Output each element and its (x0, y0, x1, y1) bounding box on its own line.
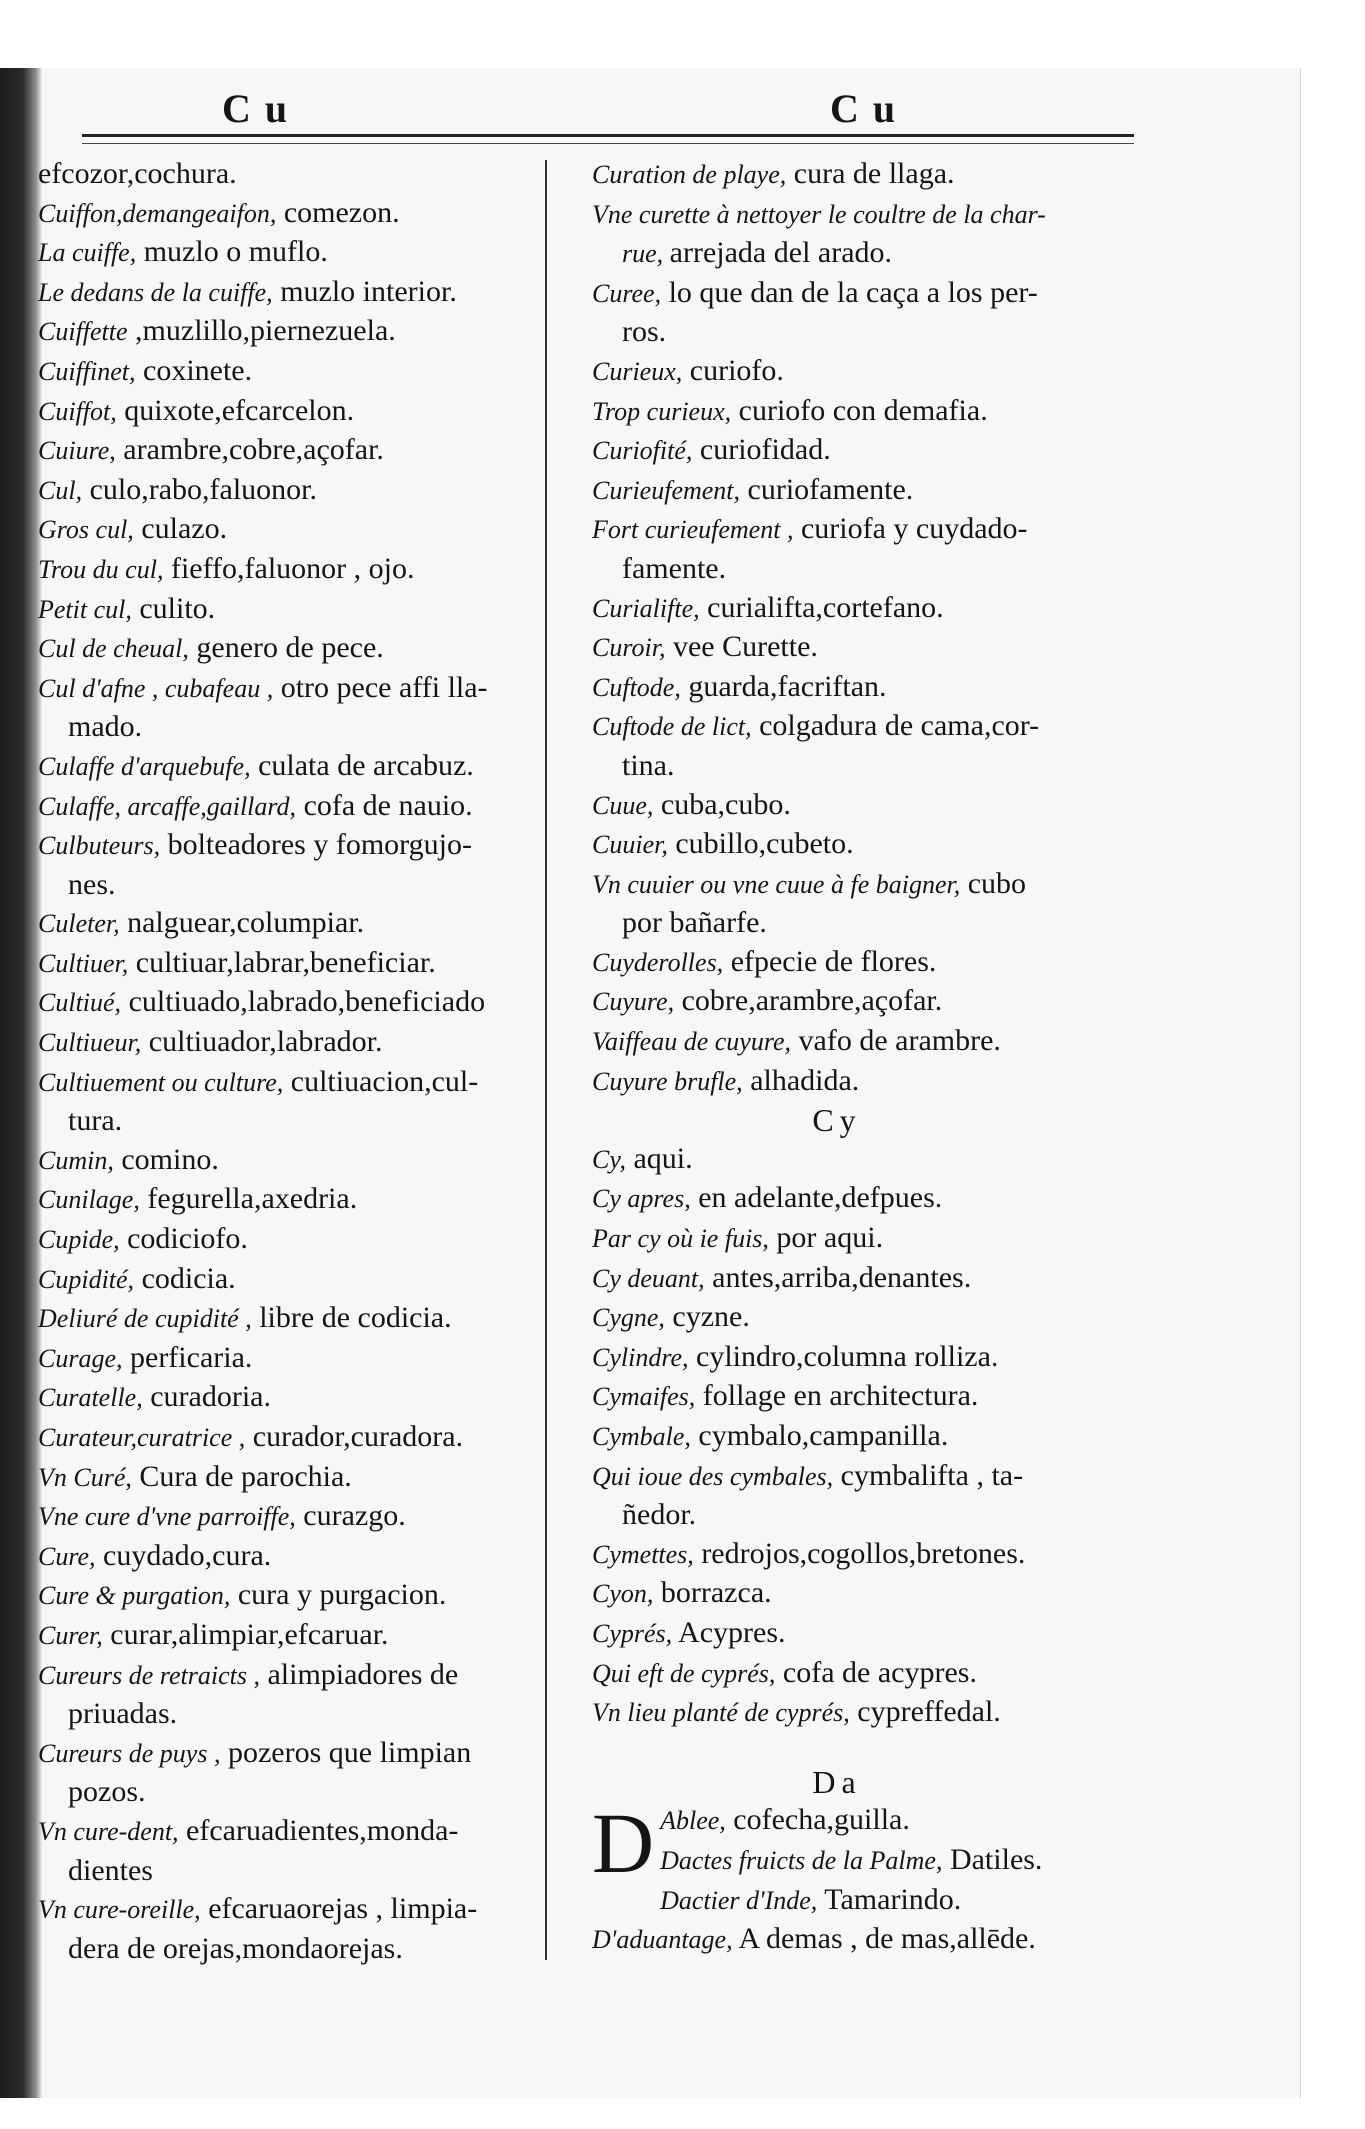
dictionary-entry (592, 825, 1142, 865)
dictionary-entry (592, 1179, 1142, 1219)
dictionary-entry (38, 233, 538, 273)
headword: Vn cure-dent, (38, 1816, 179, 1846)
dictionary-entry (38, 1812, 538, 1890)
dictionary-entry (38, 1339, 538, 1379)
definition: comino. (121, 1142, 219, 1176)
definition: codiciofo. (127, 1222, 248, 1256)
headword: Curage, (38, 1343, 123, 1373)
headword: Cylindre, (592, 1342, 689, 1372)
running-head-left: Cu (222, 86, 302, 131)
definition: cubillo,cubeto. (675, 827, 854, 861)
definition: alimpiadores de (267, 1657, 459, 1691)
definition: curiofo. (689, 353, 784, 387)
dictionary-entry (38, 312, 538, 352)
dictionary-entry (38, 392, 538, 432)
headword: Cuiffette (38, 317, 128, 347)
dictionary-entry (592, 195, 1142, 274)
definition-continuation: tina. (622, 748, 675, 782)
headword: Cureurs de retraicts , (38, 1660, 260, 1690)
definition: muzlo o muflo. (143, 235, 328, 269)
definition: vee Curette. (672, 630, 818, 664)
section-heading-da: Da (812, 1763, 862, 1800)
definition: fegurella,axedria. (147, 1182, 358, 1216)
definition-continuation: tura. (68, 1104, 123, 1138)
definition-continuation: pozos. (68, 1775, 146, 1809)
headword: Deliuré de cupidité , (38, 1304, 252, 1334)
da-block (592, 1801, 1142, 1959)
definition: cobre,arambre,açofar. (681, 984, 943, 1018)
definition: efpecie de flores. (730, 944, 937, 978)
headword: Curieufement, (592, 475, 741, 505)
definition: Cura de parochia. (139, 1459, 352, 1493)
headword: Vn cure-oreille, (38, 1895, 201, 1925)
headword: Curialifte, (592, 593, 700, 623)
dictionary-entry (592, 1062, 1142, 1102)
dictionary-entry (38, 1890, 538, 1968)
definition: pozeros que limpian (227, 1735, 472, 1769)
definition: culito. (139, 591, 216, 625)
dictionary-entry (38, 787, 538, 827)
dictionary-entry (592, 1259, 1142, 1299)
definition: redrojos,cogollos,bretones. (701, 1536, 1026, 1570)
definition: fieffo,faluonor , ojo. (170, 551, 415, 585)
definition: follage en architectura. (702, 1379, 979, 1413)
dictionary-entry (592, 1574, 1142, 1614)
definition: cymbalifta , ta- (840, 1458, 1024, 1492)
definition: nalguear,columpiar. (127, 906, 365, 940)
definition: cuba,cubo. (660, 787, 791, 821)
right-column (592, 155, 1142, 1960)
dictionary-entry (38, 352, 538, 392)
headword: Cymbale, (592, 1422, 691, 1451)
headword: Cuftode de lict, (592, 712, 752, 742)
definition: efcaruaorejas , limpia- (208, 1892, 478, 1926)
definition: culo,rabo,faluonor. (89, 472, 318, 506)
dictionary-entry (38, 550, 538, 590)
headword: Par cy où ie fuis, (592, 1224, 769, 1254)
headword: Petit cul, (38, 594, 132, 624)
dictionary-entry (592, 392, 1142, 432)
headword: Cupidité, (38, 1264, 135, 1294)
dictionary-entry (592, 1022, 1142, 1062)
headword: Culaffe d'arquebufe, (38, 751, 251, 781)
definition: cofa de nauio. (303, 788, 473, 822)
dictionary-entry (592, 1298, 1142, 1338)
definition-continuation: mado. (68, 710, 143, 744)
definition: A demas , de mas,allēde. (738, 1922, 1036, 1956)
definition-continuation: dera de orejas,mondaorejas. (68, 1931, 403, 1965)
dictionary-entry (592, 628, 1142, 668)
column-divider (545, 160, 547, 1960)
headword: Cultiuement ou culture, (38, 1067, 284, 1097)
headword: Cupide, (38, 1225, 120, 1255)
dictionary-entry (592, 1219, 1142, 1259)
definition: codicia. (141, 1261, 236, 1295)
definition: culata de arcabuz. (258, 748, 474, 782)
definition-continuation: ros. (622, 315, 667, 349)
dictionary-entry (38, 590, 538, 630)
headword: Cy deuant, (592, 1263, 705, 1293)
dictionary-entry (592, 510, 1142, 588)
definition: efcaruadientes,monda- (186, 1813, 459, 1847)
dictionary-entry (38, 1734, 538, 1812)
headword: Cuftode, (592, 672, 681, 702)
definition: curar,alimpiar,efcaruar. (110, 1617, 389, 1651)
definition: perficaria. (130, 1340, 253, 1374)
dictionary-entry (38, 826, 538, 904)
dictionary-entry (38, 1141, 538, 1181)
dictionary-entry (38, 1656, 538, 1734)
headword: Cureurs de puys , (38, 1738, 221, 1768)
headword: Cure, (38, 1541, 96, 1571)
definition: antes,arriba,denantes. (712, 1260, 972, 1294)
definition: curazgo. (303, 1499, 406, 1533)
dictionary-entry (592, 865, 1142, 943)
headword: Trou du cul, (38, 554, 164, 584)
headword: Cul d'afne , cubafeau , (38, 673, 274, 703)
dictionary-entry (38, 983, 538, 1023)
definition: libre de codicia. (259, 1301, 452, 1335)
definition: cofecha,guilla. (733, 1803, 910, 1837)
da-entries (592, 1801, 1142, 1959)
dictionary-entry (38, 1220, 538, 1260)
dictionary-entry (38, 1458, 538, 1498)
headword: Cuiure, (38, 436, 116, 466)
dictionary-entry (592, 471, 1142, 511)
dictionary-entry (592, 1338, 1142, 1378)
definition: cultiuar,labrar,beneficiar. (135, 945, 436, 979)
dictionary-entry (38, 669, 538, 747)
definition: guarda,facriftan. (688, 669, 887, 703)
definition: cyzne. (672, 1300, 750, 1334)
left-column (38, 155, 538, 1968)
dictionary-entry (38, 431, 538, 471)
dictionary-entry (592, 1457, 1142, 1535)
definition: culazo. (141, 512, 228, 546)
headword: Cyon, (592, 1579, 654, 1609)
section-heading-cy: Cy (812, 1102, 862, 1139)
definition: cultiuado,labrado,beneficiado (128, 985, 486, 1019)
dictionary-entry (38, 273, 538, 313)
definition-continuation: nes. (68, 867, 116, 901)
dictionary-entry (592, 1377, 1142, 1417)
dictionary-entry (592, 1841, 1142, 1881)
headword: Qui eft de cyprés, (592, 1658, 776, 1688)
definition: borrazca. (660, 1576, 772, 1610)
dictionary-entry (592, 707, 1142, 785)
dictionary-entry (592, 431, 1142, 471)
dictionary-entry (38, 944, 538, 984)
dictionary-entry (38, 1180, 538, 1220)
definition: curiofidad. (699, 433, 831, 467)
headword: Cymaifes, (592, 1382, 696, 1412)
dictionary-entry (38, 1299, 538, 1339)
headword: Cy apres, (592, 1184, 691, 1214)
definition: comezon. (283, 195, 400, 229)
headword: Cyprés, (592, 1618, 673, 1648)
definition: genero de pece. (196, 631, 384, 665)
definition: cura de llaga. (793, 157, 955, 190)
headword: Cygne, (592, 1303, 665, 1333)
dictionary-entry (38, 510, 538, 550)
headword: Cul de cheual, (38, 634, 189, 664)
headword: Cultiuer, (38, 948, 129, 978)
dictionary-entry (38, 1537, 538, 1577)
dictionary-entry (592, 1140, 1142, 1180)
dictionary-entry (592, 589, 1142, 629)
headword: Qui ioue des cymbales, (592, 1461, 834, 1491)
definition: aqui. (633, 1141, 693, 1175)
headword: Culbuteurs, (38, 831, 161, 861)
headword: La cuiffe, (38, 238, 137, 268)
headword: Cuyderolles, (592, 947, 724, 977)
headword: Dactes fruicts de la Palme, (660, 1845, 943, 1875)
dictionary-entry (592, 274, 1142, 352)
definition: curiofo con demafia. (738, 393, 988, 427)
dictionary-entry (38, 1418, 538, 1458)
definition: arambre,cobre,açofar. (123, 433, 384, 467)
book-spine-shadow (0, 68, 42, 2098)
dictionary-entry (38, 471, 538, 511)
dictionary-entry (38, 904, 538, 944)
headword: Gros cul, (38, 515, 134, 545)
headword: Cy, (592, 1144, 626, 1174)
headword: Dactier d'Inde, (660, 1885, 818, 1915)
definition: cuydado,cura. (103, 1538, 272, 1572)
headword: Vn Curé, (38, 1462, 132, 1492)
headword: Cuiffon,demangeaifon, (38, 198, 277, 228)
definition: cubo (967, 866, 1027, 900)
definition: Tamarindo. (824, 1882, 962, 1916)
definition-continuation: famente. (622, 551, 727, 585)
headword: Curee, (592, 278, 662, 308)
headword: Curiofité, (592, 436, 693, 466)
headword: Cymettes, (592, 1539, 694, 1569)
headword: Curer, (38, 1620, 103, 1650)
definition: cypreffedal. (857, 1695, 1001, 1729)
dictionary-entry (592, 1654, 1142, 1694)
definition: bolteadores y fomorgujo- (167, 828, 472, 862)
dictionary-entry (592, 1417, 1142, 1457)
dictionary-entry (38, 155, 538, 194)
definition-continuation: por bañarfe. (622, 906, 767, 940)
headword: Vn cuuier ou vne cuue à fe baigner, (592, 869, 961, 899)
headword: Trop curieux, (592, 396, 732, 426)
definition: Datiles. (949, 1842, 1043, 1876)
headword: Cuyure, (592, 987, 675, 1017)
headword: Curoir, (592, 633, 666, 663)
dictionary-entry (38, 1378, 538, 1418)
headword: D'aduantage, (592, 1925, 733, 1955)
headword: Cultiueur, (38, 1028, 142, 1058)
headword: Le dedans de la cuiffe, (38, 277, 273, 307)
dictionary-entry (592, 982, 1142, 1022)
dictionary-entry (38, 1616, 538, 1656)
headword: Cuiffinet, (38, 356, 136, 386)
headword: Curation de playe, (592, 160, 787, 189)
definition: muzlo interior. (280, 274, 457, 308)
definition: vafo de arambre. (798, 1024, 1001, 1058)
drop-cap: D (592, 1801, 655, 1892)
definition: quixote,efcarcelon. (124, 393, 355, 427)
definition: ,muzlillo,piernezuela. (135, 314, 396, 348)
definition: curiofa y cuydado- (800, 512, 1028, 546)
definition: coxinete. (143, 353, 253, 387)
headword: Cuuier, (592, 830, 668, 860)
headword: Ablee, (660, 1806, 726, 1836)
definition: cultiuador,labrador. (148, 1025, 383, 1059)
headword: Vne cure d'vne parroiffe, (38, 1502, 296, 1532)
definition: otro pece affi lla- (280, 670, 488, 704)
headword: Cunilage, (38, 1185, 140, 1215)
headword: Curieux, (592, 356, 683, 386)
headword: Cumin, (38, 1145, 114, 1175)
dictionary-entry (38, 194, 538, 234)
headword: Culaffe, arcaffe,gaillard, (38, 791, 297, 821)
definition: en adelante,defpues. (698, 1181, 943, 1215)
headword: Cure & purgation, (38, 1581, 231, 1611)
dictionary-entry (38, 1023, 538, 1063)
running-head-right: Cu (830, 86, 910, 131)
dictionary-entry (592, 352, 1142, 392)
definition: cylindro,columna rolliza. (696, 1339, 999, 1373)
dictionary-entry (592, 943, 1142, 983)
definition-continuation: ñedor. (622, 1498, 697, 1532)
dictionary-entry (38, 1576, 538, 1616)
dictionary-entry (38, 747, 538, 787)
definition: Acypres. (678, 1615, 786, 1649)
definition: curiofamente. (747, 472, 914, 506)
headword: Vaiffeau de cuyure, (592, 1027, 792, 1057)
section-gap (592, 1733, 1142, 1763)
dictionary-entry (592, 1693, 1142, 1733)
dictionary-entry (38, 1063, 538, 1141)
definition: cura y purgacion. (237, 1578, 447, 1612)
headword: Vne curette à nettoyer le coultre de la char- (592, 199, 1046, 229)
right-column-cu-entries (592, 155, 1142, 1101)
headword: Cuue, (592, 790, 654, 820)
dictionary-entry (38, 1497, 538, 1537)
definition-continuation: priuadas. (68, 1697, 178, 1731)
definition-continuation: dientes (68, 1853, 153, 1887)
headword: Cul, (38, 475, 83, 505)
headword: Vn lieu planté de cyprés, (592, 1698, 850, 1728)
definition: alhadida. (750, 1063, 860, 1097)
definition-continuation: rue, arrejada del arado. (622, 236, 893, 270)
dictionary-entry (592, 1920, 1142, 1960)
definition: cymbalo,campanilla. (698, 1419, 949, 1452)
definition: lo que dan de la caça a los per- (668, 275, 1038, 309)
dictionary-entry (592, 668, 1142, 708)
dictionary-entry (592, 155, 1142, 195)
dictionary-entry (592, 786, 1142, 826)
header-rule (82, 134, 1134, 144)
cy-entries (592, 1140, 1142, 1733)
dictionary-entry (592, 1535, 1142, 1575)
dictionary-entry (38, 1260, 538, 1300)
definition: cultiuacion,cul- (290, 1064, 479, 1098)
definition: curialifta,cortefano. (707, 590, 944, 624)
definition: curadoria. (150, 1380, 271, 1414)
definition: curador,curadora. (252, 1420, 464, 1453)
headword: Cultiué, (38, 988, 122, 1018)
definition: cofa de acypres. (782, 1655, 977, 1689)
definition: efcozor,cochura. (38, 157, 237, 190)
headword: Culeter, (38, 909, 120, 939)
headword: Curatelle, (38, 1383, 143, 1413)
headword: Curateur,curatrice , (38, 1423, 246, 1452)
definition: por aqui. (776, 1221, 884, 1255)
headword: Cuiffot, (38, 396, 117, 426)
dictionary-entry (38, 629, 538, 669)
dictionary-entry (592, 1801, 1142, 1841)
dictionary-entry (592, 1881, 1142, 1921)
definition: colgadura de cama,cor- (759, 709, 1040, 743)
dictionary-entry (592, 1614, 1142, 1654)
headword: Cuyure brufle, (592, 1066, 743, 1096)
headword: Fort curieufement , (592, 515, 794, 545)
